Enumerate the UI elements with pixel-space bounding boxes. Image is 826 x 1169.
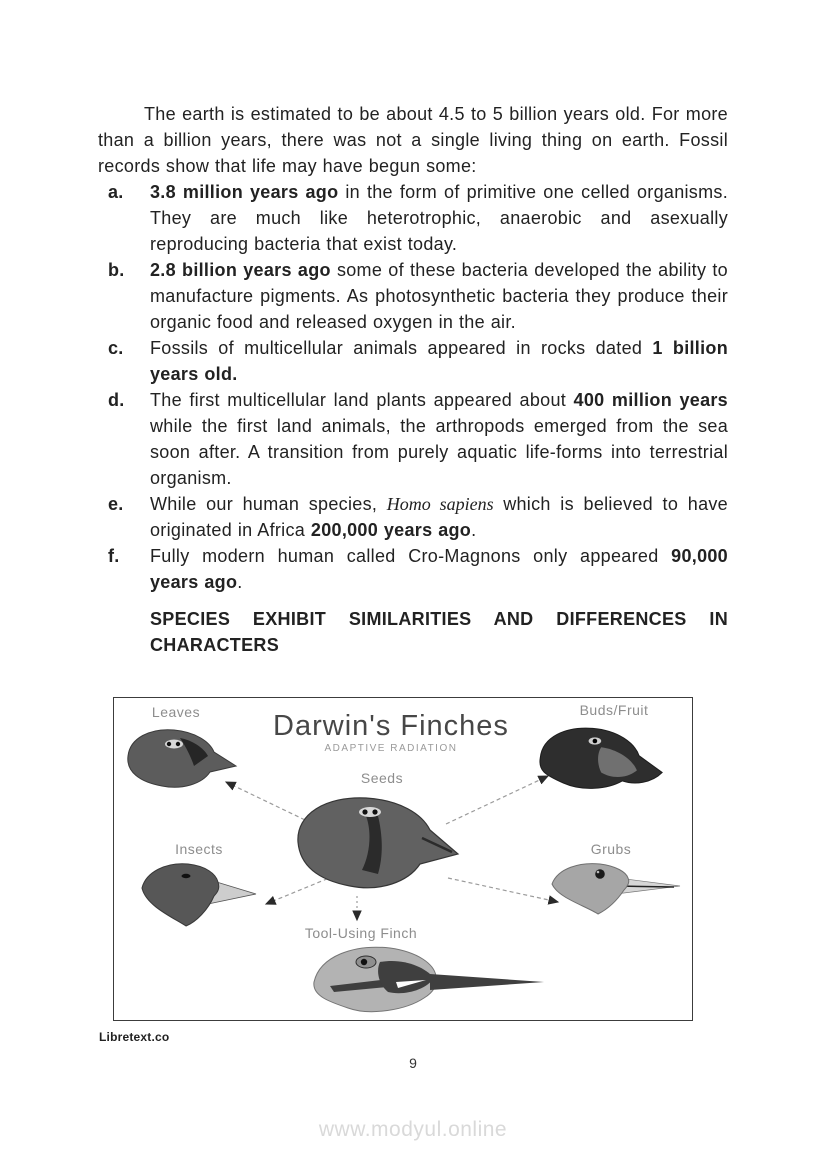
text-segment: in the form of primitive one celled organisms. They are much like heterotrophic, anaerobic and asexually reproducing bacteria that exist today. [150, 182, 728, 254]
text-segment: Fully modern human called Cro-Magnons only appeared [150, 546, 672, 566]
list-item-c [98, 335, 728, 387]
list-item-e [98, 491, 728, 543]
list-marker: a. [108, 182, 124, 202]
bold-phrase: 1 billion years old. [150, 338, 728, 384]
list-marker: d. [108, 390, 125, 410]
finch-tool-using [314, 947, 544, 1011]
arrow-to-insects [266, 876, 334, 904]
darwin-finches-diagram [114, 698, 692, 1020]
label-tool-using-finch: Tool-Using Finch [304, 925, 418, 941]
list-item-b [98, 257, 728, 335]
finch-leaves [128, 730, 236, 787]
text-segment: which is believed to have originated in Africa [150, 494, 728, 540]
text-segment: while the first land animals, the arthropods emerged from the sea soon after. A transition from purely aquatic life-forms into terrestrial organism. [150, 416, 728, 488]
section-heading [150, 606, 728, 658]
list-item-text [150, 543, 728, 595]
page-number: 9 [409, 1055, 417, 1071]
bold-phrase: 90,000 years ago [150, 546, 728, 592]
section-heading-line1: SPECIES EXHIBIT SIMILARITIES AND DIFFERENCES IN [150, 609, 728, 629]
finch-buds-fruit [540, 728, 662, 788]
finch-grubs [552, 864, 680, 914]
text-segment: While our human species, [150, 494, 387, 514]
label-seeds: Seeds [360, 770, 404, 786]
figure-title: Darwin's Finches [273, 710, 509, 742]
list-item-text [150, 179, 728, 257]
text-segment: The first multicellular land plants appeared about [150, 390, 574, 410]
section-heading-line2: CHARACTERS [150, 635, 279, 655]
finches-figure [113, 697, 693, 1021]
list-item-a [98, 179, 728, 257]
arrow-to-buds-fruit [446, 776, 548, 824]
bold-phrase: 2.8 billion years ago [150, 260, 331, 280]
label-leaves: Leaves [151, 704, 201, 720]
figure-credit: Libretext.co [99, 1030, 170, 1044]
list-marker: e. [108, 494, 124, 514]
text-segment: some of these bacteria developed the ability to manufacture pigments. As photosynthetic bacteria they produce their organic food and released oxygen in the air. [150, 260, 728, 332]
list-item-d [98, 387, 728, 491]
list-item-text [150, 257, 728, 335]
list-marker: f. [108, 546, 120, 566]
bold-phrase: 3.8 million years ago [150, 182, 339, 202]
watermark: www.modyul.online [318, 1118, 508, 1141]
label-buds-fruit: Buds/Fruit [579, 702, 649, 718]
label-insects: Insects [175, 841, 223, 857]
intro-paragraph: The earth is estimated to be about 4.5 to 5 billion years old. For more than a billion years, there was not a single living thing on earth. Fossil records show that life may have begun some: [98, 104, 728, 176]
list-item-f [98, 543, 728, 595]
timeline-list [98, 179, 728, 595]
list-marker: c. [108, 338, 124, 358]
finch-seeds [298, 798, 458, 888]
text-segment: . [471, 520, 477, 540]
label-grubs: Grubs [590, 841, 632, 857]
bold-phrase: 200,000 years ago [310, 520, 472, 540]
bold-phrase: 400 million years [573, 390, 728, 410]
species-name-italic: Homo sapiens [386, 494, 494, 514]
list-item-text [150, 335, 728, 387]
text-segment: . [237, 572, 243, 592]
list-marker: b. [108, 260, 125, 280]
page-body-text [98, 101, 728, 658]
list-item-text [150, 387, 728, 491]
list-item-text [150, 491, 728, 543]
finch-insects [142, 864, 256, 926]
figure-subtitle: ADAPTIVE RADIATION [324, 743, 458, 754]
arrow-to-grubs [448, 878, 558, 902]
text-segment: Fossils of multicellular animals appeared in rocks dated [150, 338, 653, 358]
